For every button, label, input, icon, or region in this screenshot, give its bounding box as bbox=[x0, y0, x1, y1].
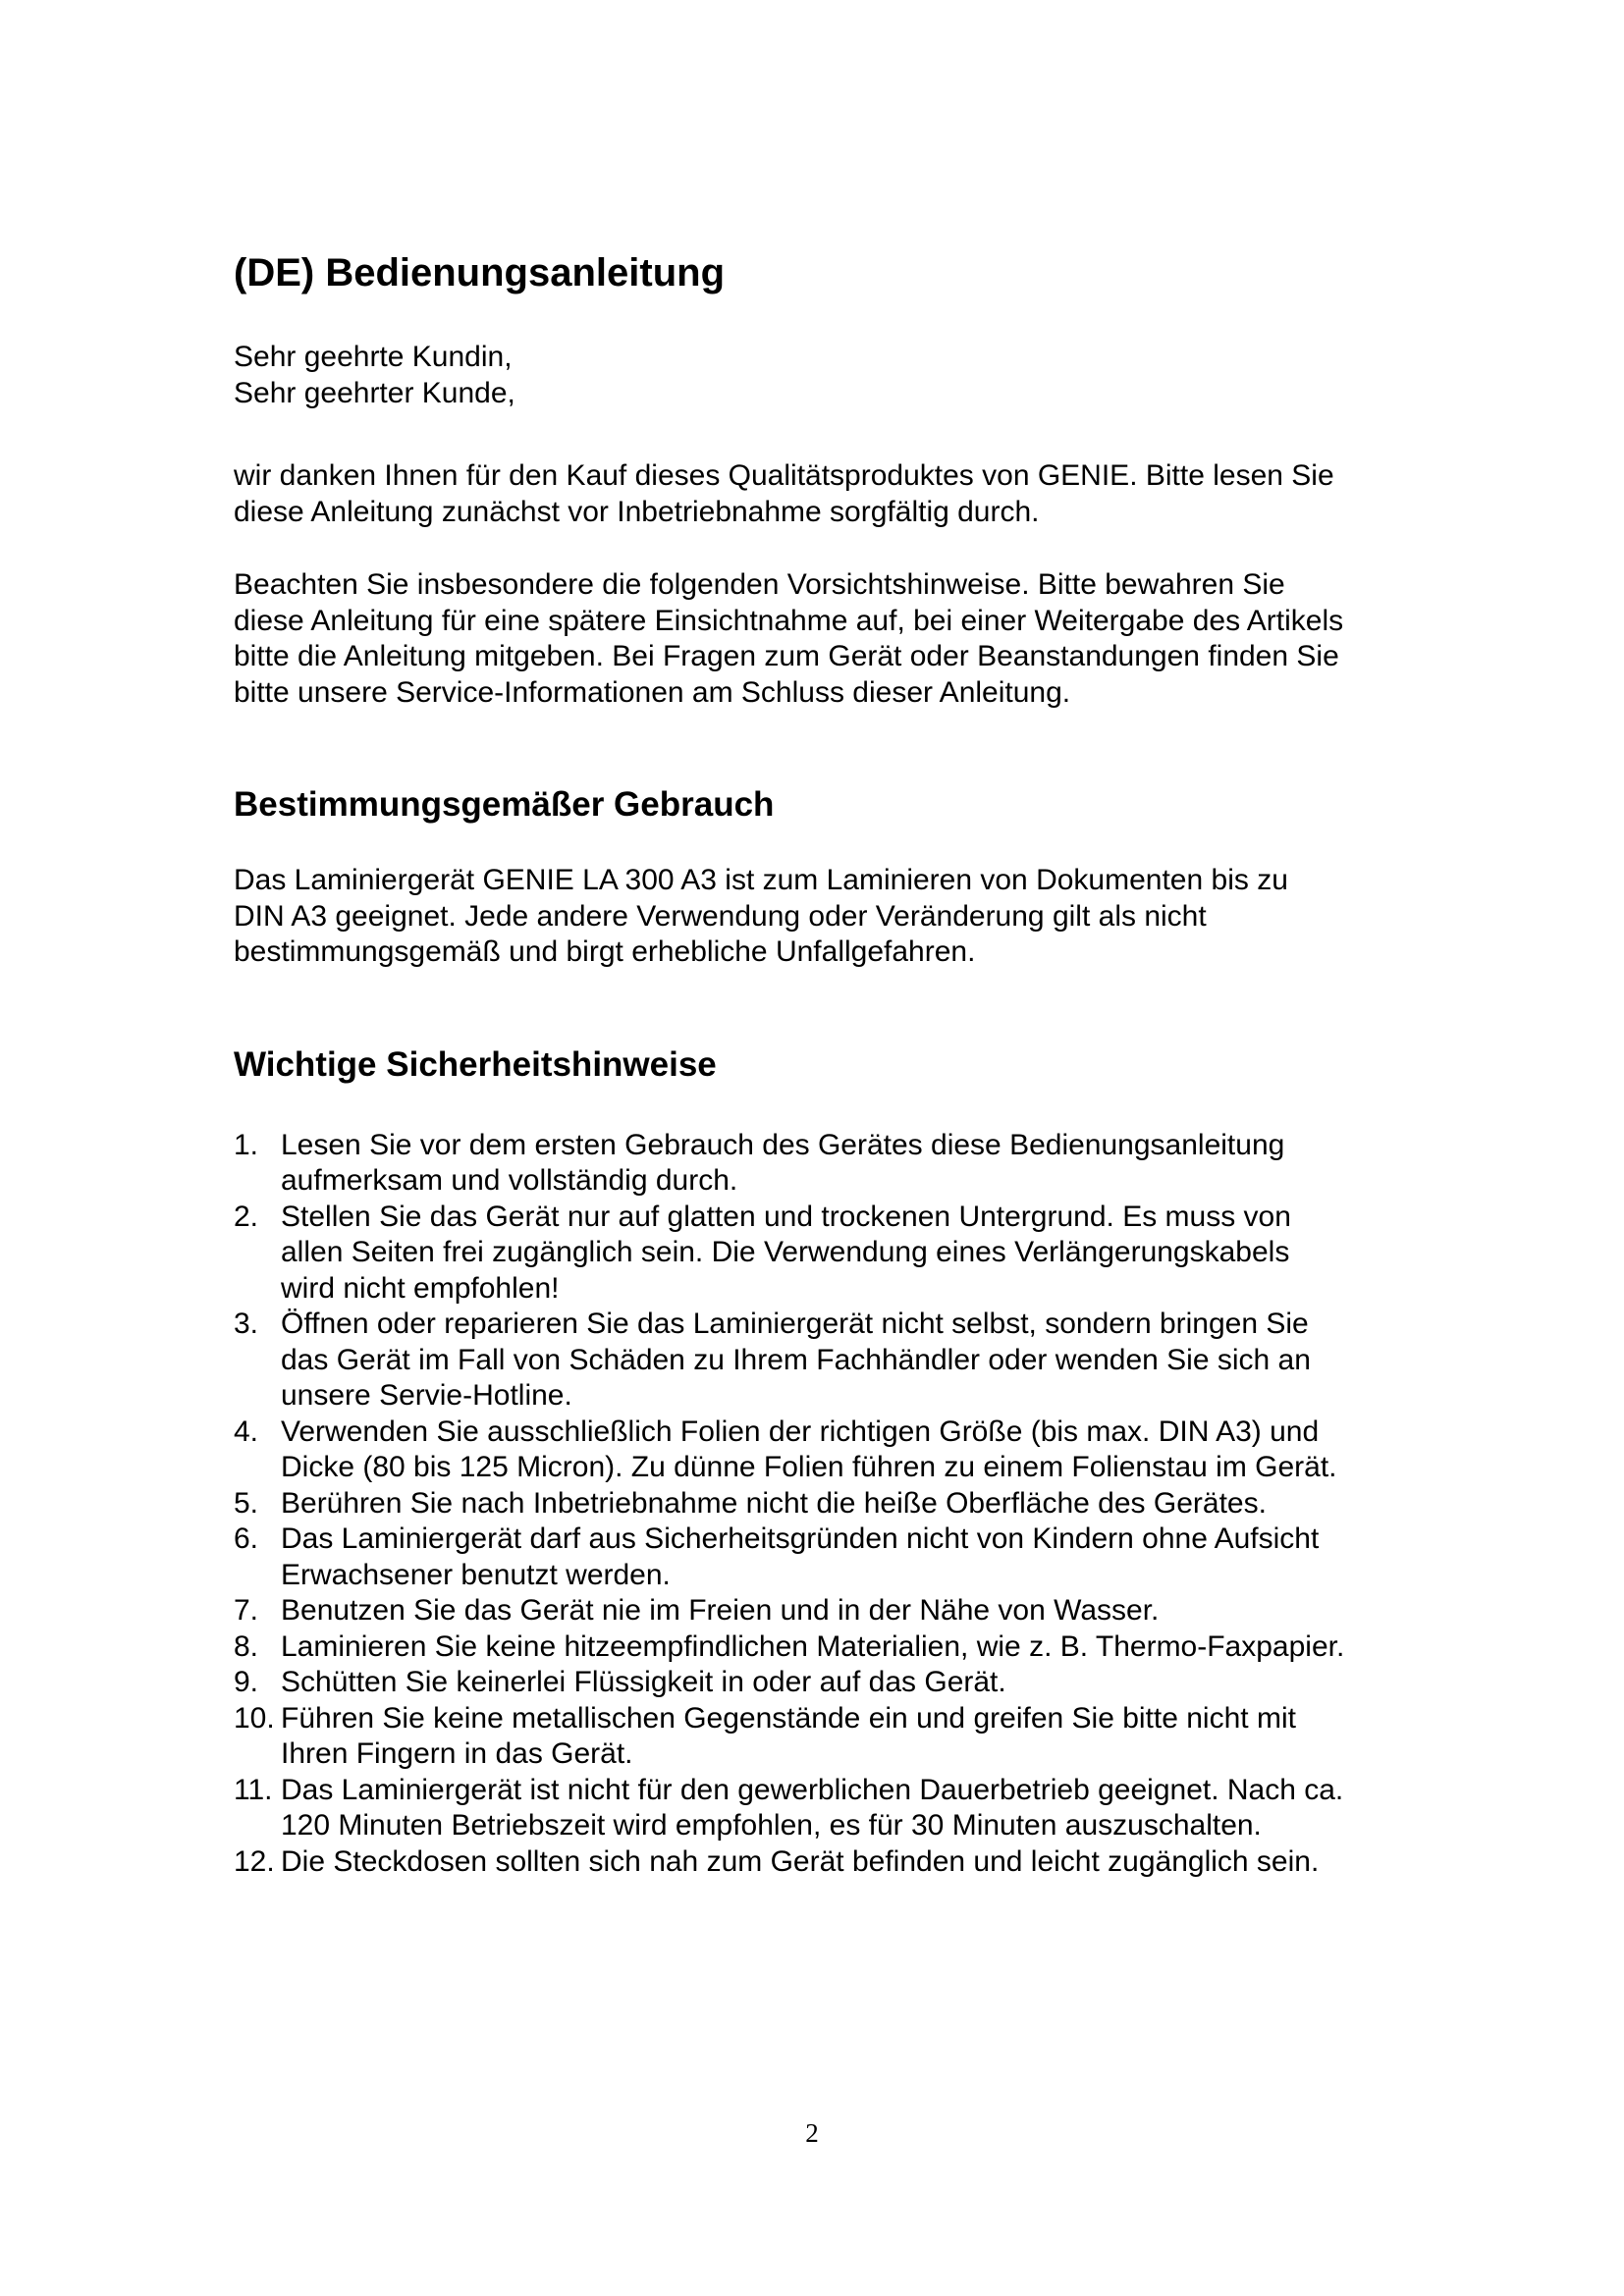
page-content bbox=[234, 247, 1441, 1880]
list-item bbox=[234, 1307, 1441, 1415]
list-item bbox=[234, 1200, 1441, 1308]
intended-use-paragraph bbox=[234, 863, 1441, 971]
list-item-line: Berühren Sie nach Inbetriebnahme nicht die heiße Oberfläche des Gerätes. bbox=[281, 1486, 1267, 1520]
page-title: (DE) Bedienungsanleitung bbox=[234, 251, 725, 294]
list-item-number: 9. bbox=[234, 1666, 259, 1698]
list-item-number: 3. bbox=[234, 1308, 259, 1340]
safety-list bbox=[234, 1128, 1441, 1881]
text-line: Beachten Sie insbesondere die folgenden Vorsichtshinweise. Bitte bewahren Sie bbox=[234, 568, 1285, 601]
list-item-line: Lesen Sie vor dem ersten Gebrauch des Gerätes diese Bedienungsanleitung bbox=[281, 1128, 1285, 1161]
list-item-number: 8. bbox=[234, 1629, 259, 1663]
list-item-line: Schütten Sie keinerlei Flüssigkeit in oder auf das Gerät. bbox=[281, 1666, 1006, 1698]
list-item-line: Benutzen Sie das Gerät nie im Freien und in der Nähe von Wasser. bbox=[281, 1594, 1160, 1627]
list-item-number: 5. bbox=[234, 1486, 259, 1520]
list-item-line: Führen Sie keine metallischen Gegenstände ein und greifen Sie bitte nicht mit bbox=[281, 1701, 1296, 1735]
list-item-line: aufmerksam und vollständig durch. bbox=[281, 1164, 738, 1197]
list-item-line: unsere Servie-Hotline. bbox=[281, 1379, 572, 1412]
greeting bbox=[234, 340, 1441, 411]
intro-paragraph-2 bbox=[234, 567, 1441, 711]
greeting-line: Sehr geehrter Kunde, bbox=[234, 376, 515, 409]
list-item bbox=[234, 1415, 1441, 1486]
list-item bbox=[234, 1844, 1441, 1881]
text-line: diese Anleitung für eine spätere Einsichtnahme auf, bei einer Weitergabe des Artikels bbox=[234, 604, 1344, 637]
list-item-line: Öffnen oder reparieren Sie das Laminiergerät nicht selbst, sondern bringen Sie bbox=[281, 1308, 1309, 1340]
list-item-line: Laminieren Sie keine hitzeempfindlichen Materialien, wie z. B. Thermo-Faxpapier. bbox=[281, 1629, 1345, 1663]
list-item bbox=[234, 1701, 1441, 1773]
list-item bbox=[234, 1773, 1441, 1844]
text-line: bitte die Anleitung mitgeben. Bei Fragen zum Gerät oder Beanstandungen finden Sie bbox=[234, 640, 1339, 672]
list-item-line: 120 Minuten Betriebszeit wird empfohlen, es für 30 Minuten auszuschalten. bbox=[281, 1809, 1262, 1842]
list-item-number: 11. bbox=[234, 1773, 273, 1806]
text-line: bestimmungsgemäß und birgt erhebliche Unfallgefahren. bbox=[234, 935, 976, 968]
list-item-number: 4. bbox=[234, 1415, 259, 1448]
intended-use-heading: Bestimmungsgemäßer Gebrauch bbox=[234, 785, 775, 824]
list-item-line: Das Laminiergerät darf aus Sicherheitsgründen nicht von Kindern ohne Aufsicht bbox=[281, 1522, 1320, 1555]
list-item bbox=[234, 1593, 1441, 1629]
list-item bbox=[234, 1629, 1441, 1666]
safety-heading: Wichtige Sicherheitshinweise bbox=[234, 1044, 717, 1084]
list-item-number: 2. bbox=[234, 1200, 259, 1233]
list-item-line: Dicke (80 bis 125 Micron). Zu dünne Folien führen zu einem Folienstau im Gerät. bbox=[281, 1451, 1337, 1483]
text-line: Das Laminiergerät GENIE LA 300 A3 ist zum Laminieren von Dokumenten bis zu bbox=[234, 864, 1288, 896]
list-item-line: Ihren Fingern in das Gerät. bbox=[281, 1737, 633, 1770]
text-line: DIN A3 geeignet. Jede andere Verwendung oder Veränderung gilt als nicht bbox=[234, 899, 1207, 933]
list-item-line: Das Laminiergerät ist nicht für den gewerblichen Dauerbetrieb geeignet. Nach ca. bbox=[281, 1773, 1344, 1806]
page-number: 2 bbox=[805, 2118, 819, 2148]
list-item bbox=[234, 1128, 1441, 1200]
list-item-number: 1. bbox=[234, 1128, 259, 1161]
text-line: bitte unsere Service-Informationen am Schluss dieser Anleitung. bbox=[234, 675, 1071, 709]
list-item-number: 6. bbox=[234, 1522, 259, 1555]
intro-paragraph-1 bbox=[234, 458, 1441, 530]
text-line: diese Anleitung zunächst vor Inbetriebnahme sorgfältig durch. bbox=[234, 495, 1040, 528]
list-item-line: wird nicht empfohlen! bbox=[281, 1271, 560, 1305]
list-item-line: Stellen Sie das Gerät nur auf glatten und trockenen Untergrund. Es muss von bbox=[281, 1200, 1291, 1233]
list-item-line: Verwenden Sie ausschließlich Folien der richtigen Größe (bis max. DIN A3) und bbox=[281, 1415, 1320, 1448]
list-item-number: 10. bbox=[234, 1701, 275, 1735]
list-item bbox=[234, 1665, 1441, 1701]
list-item-line: das Gerät im Fall von Schäden zu Ihrem Fachhändler oder wenden Sie sich an bbox=[281, 1343, 1311, 1376]
list-item-line: allen Seiten frei zugänglich sein. Die Verwendung eines Verlängerungskabels bbox=[281, 1236, 1290, 1268]
list-item-line: Die Steckdosen sollten sich nah zum Gerät befinden und leicht zugänglich sein. bbox=[281, 1844, 1320, 1878]
greeting-line: Sehr geehrte Kundin, bbox=[234, 341, 513, 373]
list-item bbox=[234, 1486, 1441, 1522]
list-item-line: Erwachsener benutzt werden. bbox=[281, 1558, 671, 1591]
list-item-number: 12. bbox=[234, 1844, 275, 1878]
list-item bbox=[234, 1522, 1441, 1593]
list-item-number: 7. bbox=[234, 1594, 259, 1627]
text-line: wir danken Ihnen für den Kauf dieses Qualitätsproduktes von GENIE. Bitte lesen Sie bbox=[234, 459, 1334, 492]
